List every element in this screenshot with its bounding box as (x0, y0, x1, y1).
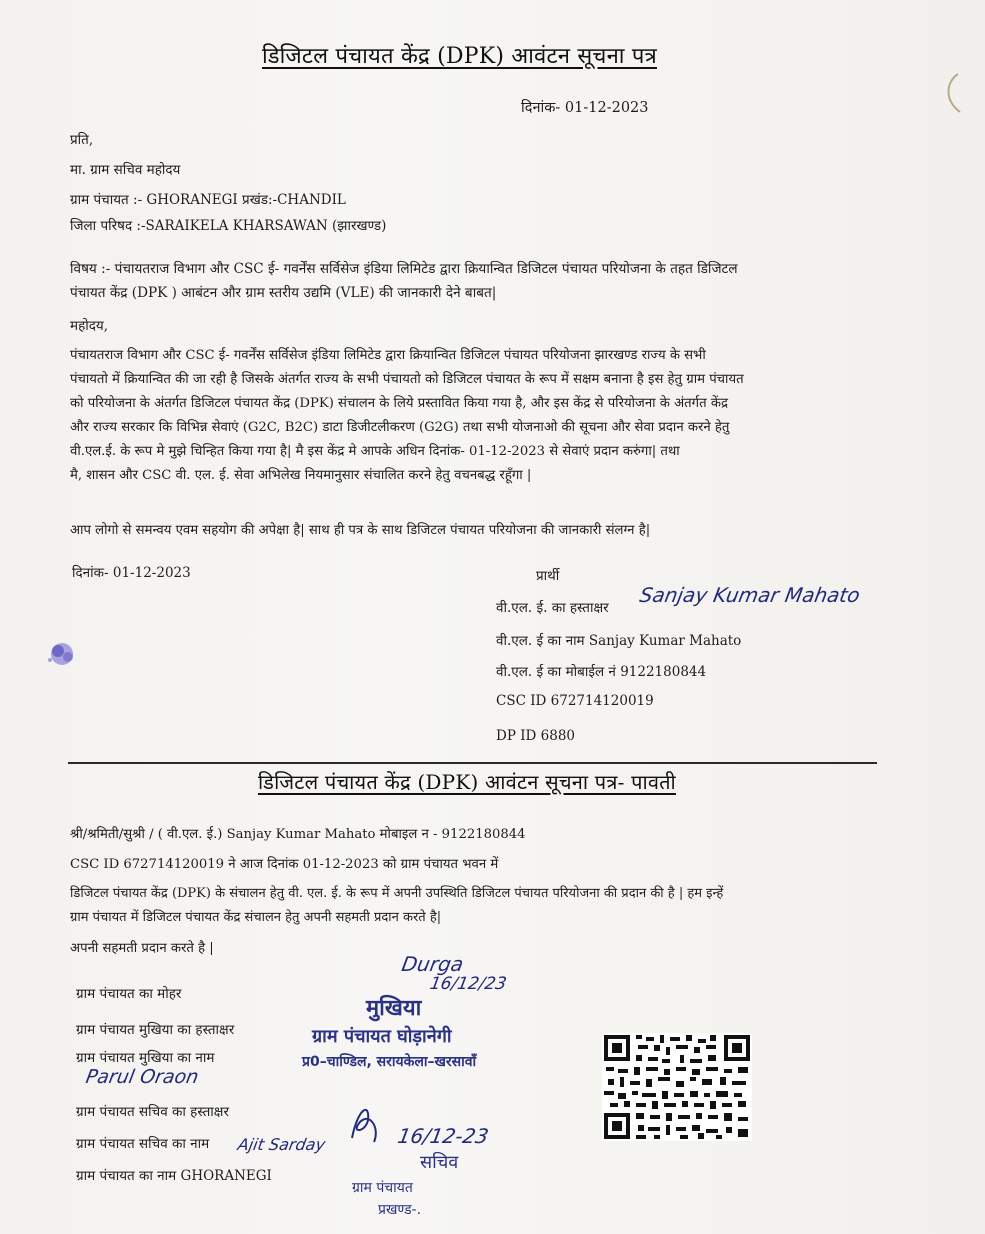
mukhiya-stamp-panchayat: ग्राम पंचायत घोड़ानेगी (312, 1026, 452, 1047)
applicant-heading: प्रार्थी (536, 568, 560, 584)
receipt-para-line: डिजिटल पंचायत केंद्र (DPK) के संचालन हेतु वी. एल. ई. के रूप में अपनी उपस्थिति डिजिटल पंचायत परियोजना की प्रदान की है | हम इन्हें (70, 886, 724, 901)
vle-mobile: वी.एल. ई का मोबाईल नं 9122180844 (496, 664, 707, 680)
body-line: को परियोजना के अंतर्गत डिजिटल पंचायत केंद्र (DPK) संचालन के लिये प्रस्तावित किया गया है, और इस केंद्र से परियोजना के अंतर्गत केंद्र (70, 396, 728, 411)
sachiv-stamp-panchayat: ग्राम पंचायत (352, 1180, 413, 1196)
salutation: महोदय, (70, 318, 109, 334)
closing-line: आप लोगो से समन्वय एवम सहयोग की अपेक्षा है| साथ ही पत्र के साथ डिजिटल पंचायत परियोजना की जानकारी संलग्न है| (70, 523, 651, 538)
csc-id: CSC ID 672714120019 (496, 693, 654, 709)
qr-code (602, 1033, 752, 1141)
mukhiya-stamp-block: प्र0–चाण्डिल, सरायकेला–खरसावाँ (302, 1054, 477, 1070)
section-divider (68, 762, 877, 764)
dp-id: DP ID 6880 (496, 728, 576, 744)
sachiv-name-handwritten: Ajit Sarday (236, 1135, 327, 1154)
sachiv-signature-label: ग्राम पंचायत सचिव का हस्ताक्षर (76, 1104, 229, 1120)
sachiv-stamp-title: सचिव (420, 1152, 459, 1173)
sachiv-name-label: ग्राम पंचायत सचिव का नाम (76, 1136, 210, 1152)
receipt-line-1: श्री/श्रमिती/सुश्री / ( वी.एल. ई.) Sanjay Kumar Mahato मोबाइल न - 9122180844 (70, 827, 526, 842)
address-prati: प्रति, (70, 132, 94, 148)
sachiv-stamp-block: प्रखण्ड-. (378, 1202, 422, 1218)
body-line: और राज्य सरकार कि विभिन्न सेवाएं (G2C, B2C) डाटा डिजीटलीकरण (G2G) तथा सभी योजनाओ की सूचना और सेवा प्रदान करने हेतु (70, 420, 730, 435)
consent-line: अपनी सहमती प्रदान करते है | (70, 941, 214, 956)
subject-line: विषय :- पंचायतराज विभाग और CSC ई- गवर्नेंस सर्विसेज इंडिया लिमिटेड द्वारा क्रियान्वित डिजिटल पंचायत परियोजना के तहत डिजिटल (70, 261, 738, 277)
body-line: पंचायतो में क्रियान्वित की जा रही है जिसके अंतर्गत राज्य के सभी पंचायतो को डिजिटल पंचायत के रूप में सक्षम बनाना है इस हेतु ग्राम पंचायत (70, 372, 744, 387)
body-line: पंचायतराज विभाग और CSC ई- गवर्नेंस सर्विसेज इंडिया लिमिटेड द्वारा क्रियान्वित डिजिटल पंचायत परियोजना झारखण्ड राज्य के सभी (70, 348, 706, 363)
mukhiya-signature-label: ग्राम पंचायत मुखिया का हस्ताक्षर (76, 1022, 235, 1038)
mukhiya-signature: Durga (399, 952, 466, 976)
receipt-title: डिजिटल पंचायत केंद्र (DPK) आवंटन सूचना पत्र- पावती (258, 770, 676, 794)
vle-signature-label: वी.एल. ई. का हस्ताक्षर (496, 600, 609, 616)
body-line: मै, शासन और CSC वी. एल. ई. सेवा अभिलेख नियमानुसार संचालित करने हेतु वचनबद्ध रहूँगा | (70, 468, 532, 483)
page-title: डिजिटल पंचायत केंद्र (DPK) आवंटन सूचना पत्र (262, 44, 657, 69)
mukhiya-stamp-title: मुखिया (366, 996, 422, 1021)
vle-name: वी.एल. ई का नाम Sanjay Kumar Mahato (496, 633, 742, 649)
subject-paragraph (70, 257, 738, 305)
receipt-line-2: CSC ID 672714120019 ने आज दिनांक 01-12-2023 को ग्राम पंचायत भवन में (70, 857, 499, 872)
seal-label: ग्राम पंचायत का मोहर (76, 986, 182, 1002)
margin-mark (940, 70, 966, 116)
ink-blot (40, 636, 84, 670)
subject-line: पंचायत केंद्र (DPK ) आबंटन और ग्राम स्तरीय उद्यमि (VLE) की जानकारी देने बाबत| (70, 285, 497, 301)
mukhiya-name-handwritten: Parul Oraon (84, 1066, 201, 1088)
address-line-2: ग्राम पंचायत :- GHORANEGI प्रखंड:-CHANDIL (70, 192, 346, 208)
sachiv-signature (340, 1098, 390, 1158)
date-top: दिनांक- 01-12-2023 (521, 100, 649, 116)
receipt-paragraph (70, 882, 723, 930)
address-line-3: जिला परिषद :-SARAIKELA KHARSAWAN (झारखण्ड) (70, 218, 387, 234)
vle-signature: Sanjay Kumar Mahato (637, 583, 862, 607)
date-bottom: दिनांक- 01-12-2023 (72, 565, 191, 581)
receipt-para-line: ग्राम पंचायत में डिजिटल पंचायत केंद्र संचालन हेतु अपनी सहमती प्रदान करते है| (70, 910, 442, 925)
sachiv-stamp-date: 16/12-23 (395, 1124, 491, 1148)
mukhiya-name-label: ग्राम पंचायत मुखिया का नाम (76, 1050, 215, 1066)
body-paragraph (70, 344, 744, 488)
panchayat-name: ग्राम पंचायत का नाम GHORANEGI (76, 1168, 272, 1184)
body-line: वी.एल.ई. के रूप मे मुझे चिन्हित किया गया है| मै इस केंद्र मे आपके अधिन दिनांक- 01-12-2023 से सेवाएं प्रदान करुंगा| तथा (70, 444, 680, 459)
address-line-1: मा. ग्राम सचिव महोदय (70, 162, 181, 178)
mukhiya-signature-date: 16/12/23 (428, 974, 509, 994)
